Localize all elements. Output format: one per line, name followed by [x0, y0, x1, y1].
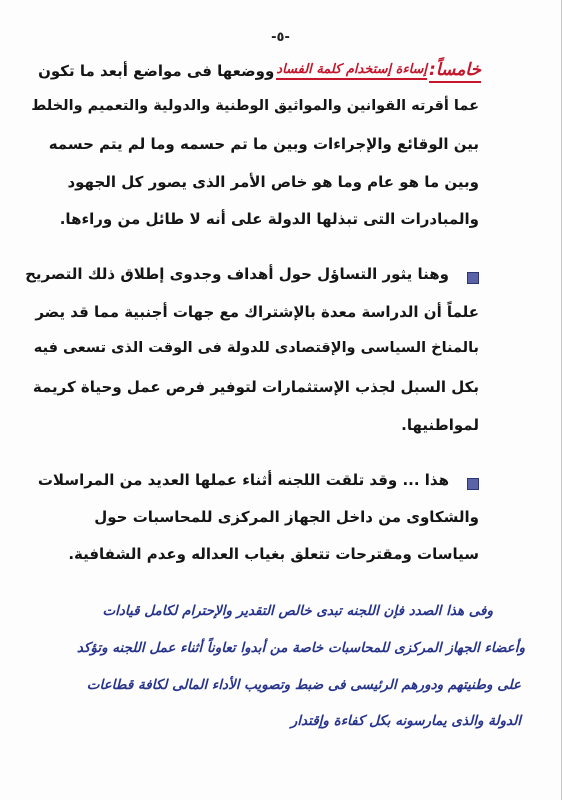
paragraph1-line-1: عما أقرته القوانين والمواثيق الوطنية والدولية والتعميم والخلط — [31, 98, 479, 114]
heading-underlined-text: إساءة إستخدام كلمة الفساد — [276, 62, 427, 80]
closing-line-2: وأعضاء الجهاز المركزى للمحاسبات خاصة من أبدوا تعاوناً أثناء عمل اللجنه وتؤكد — [76, 640, 525, 656]
closing-line-3: على وطنيتهم ودورهم الرئيسى فى ضبط وتصويب الأداء المالى لكافة قطاعات — [86, 677, 521, 693]
bullet2-line-3: سياسات ومقترحات تتعلق بغياب العداله وعدم الشفافية. — [68, 545, 479, 563]
bullet1-line-3: بالمناخ السياسى والإقتصادى للدولة فى الوقت الذى تسعى فيه — [33, 340, 479, 356]
page-number: -٥- — [271, 30, 290, 45]
bullet2-line-1: هذا ... وقد تلقت اللجنه أثناء عملها العديد من المراسلات — [37, 471, 449, 489]
closing-line-1: وفى هذا الصدد فإن اللجنه تبدى خالص التقدير والإحترام لكامل قيادات — [102, 603, 493, 619]
section-heading — [38, 58, 481, 84]
heading-continuation: ووضعها فى مواضع أبعد ما تكون — [38, 62, 275, 80]
bullet1-line-5: لمواطنيها. — [401, 416, 479, 434]
square-bullet-icon — [467, 272, 479, 284]
bullet1-line-4: بكل السبل لجذب الإستثمارات لتوفير فرص عمل وحياة كريمة — [32, 378, 479, 396]
heading-label: خامساً: — [429, 60, 481, 83]
bullet1-line-2: علماً أن الدراسة معدة بالإشتراك مع جهات أجنبية مما قد يضر — [35, 303, 479, 321]
paragraph1-line-3: وبين ما هو عام وما هو خاص الأمر الذى يصور كل الجهود — [67, 173, 479, 191]
closing-line-4: الدولة والذى يمارسونه بكل كفاءة وإقتدار — [290, 713, 521, 729]
square-bullet-icon — [467, 478, 479, 490]
paragraph1-line-2: بين الوقائع والإجراءات وبين ما تم حسمه وما لم يتم حسمه — [48, 135, 479, 153]
paragraph1-line-4: والمبادرات التى تبذلها الدولة على أنه لا طائل من وراءها. — [59, 210, 479, 228]
bullet1-line-1: وهنا يثور التساؤل حول أهداف وجدوى إطلاق ذلك التصريح — [25, 265, 449, 283]
bullet2-line-2: والشكاوى من داخل الجهاز المركزى للمحاسبات حول — [94, 508, 479, 526]
